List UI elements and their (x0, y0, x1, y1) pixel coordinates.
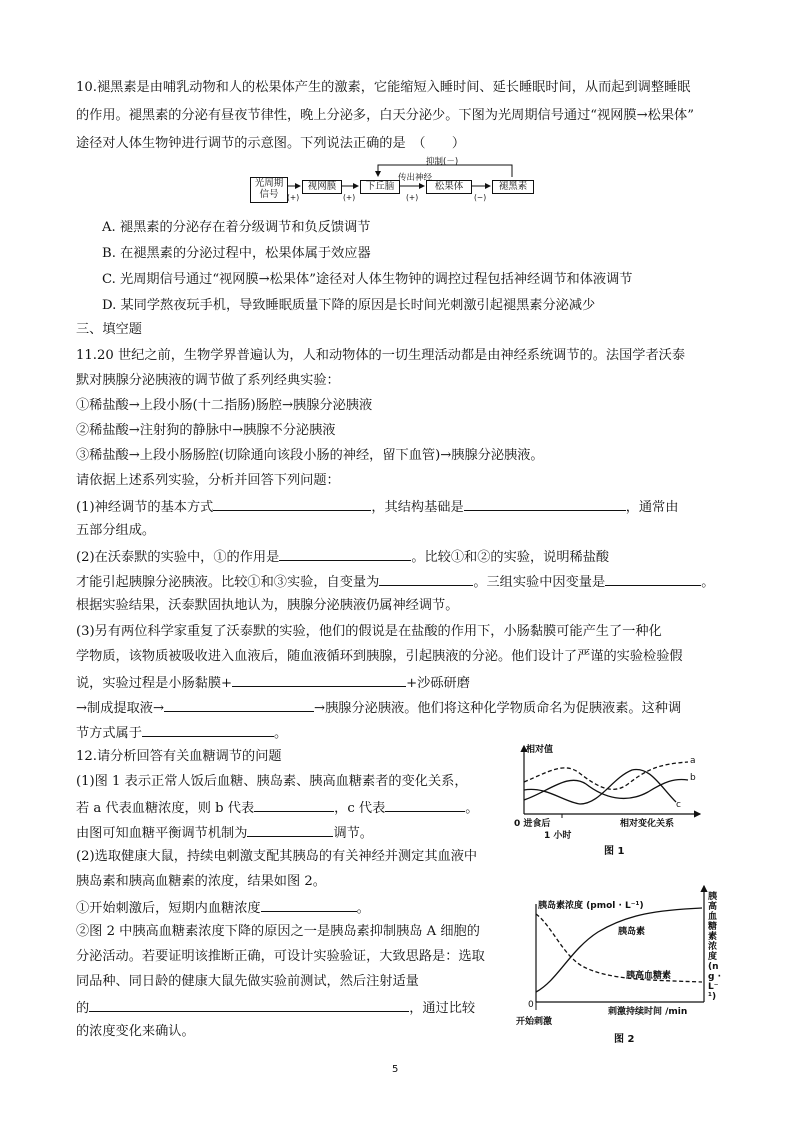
fig1-x-origin: 0 进食后 (514, 819, 551, 829)
q11-part2-line3: 根据实验结果，沃泰默固执地认为，胰腺分泌胰液仍属神经调节。 (76, 598, 459, 613)
fig1-curve-a (524, 762, 688, 789)
q11-part2-line1: (2)在沃泰默的实验中，①的作用是 。比较①和②的实验，说明稀盐酸 (76, 546, 609, 568)
q10-option-c: C. 光周期信号通过“视网膜→松果体”途径对人体生物钟的调控过程包括神经调节和体液调节 (102, 272, 633, 287)
q12-part2-line5: 分泌活动。若要证明该推断正确，可设计实验验证，大致思路是：选取 (76, 949, 485, 964)
fig2-right-ylabel: 胰高血糖素浓度 (ng · L⁻¹) (708, 892, 721, 1002)
q11-line2: 默对胰腺分泌胰液的调节做了系列经典实验： (76, 373, 340, 388)
answer-blank-8[interactable] (142, 722, 274, 737)
box-light-signal: 光周期信号 (250, 177, 288, 203)
answer-blank-3[interactable] (279, 546, 411, 561)
q12-part1-line2: 若 a 代表血糖浓度，则 b 代表 ，c 代表 。 (76, 797, 478, 819)
fig1-caption: 图 1 (604, 846, 625, 857)
answer-blank-2[interactable] (464, 496, 626, 511)
q12-part2-line6: 同品种、同日龄的健康大鼠先做实验前测试，然后注射适量 (76, 974, 419, 989)
label-inhibit: 抑制(－) (426, 157, 459, 167)
q11-part3-line2: 学物质，该物质被吸收进入血液后，随血液循环到胰腺，引起胰液的分泌。他们设计了严谨的实验检验假 (76, 649, 683, 664)
fig1-label-b: b (690, 773, 696, 783)
q11-experiment-2: ②稀盐酸→注射狗的静脉中→胰腺不分泌胰液 (76, 423, 336, 438)
q10-line3: 途径对人体生物钟进行调节的示意图。下列说法正确的是 （ ） (76, 136, 466, 151)
fig1-x-1h: 1 小时 (544, 831, 572, 841)
box-hypothalamus: 下丘脑 (360, 180, 400, 194)
q10-line2: 的作用。褪黑素的分泌有昼夜节律性，晚上分泌多，白天分泌少。下图为光周期信号通过“视网膜→松果体” (76, 108, 694, 123)
q12-part2-line7: 的 ，通过比较 (76, 997, 475, 1019)
q12-part2-line2: 胰岛素和胰高血糖素的浓度，结果如图 2。 (76, 874, 326, 889)
fig1-xlabel: 相对变化关系 (620, 819, 675, 829)
box-melatonin: 褪黑素 (492, 180, 534, 194)
fig1-label-a: a (690, 756, 696, 766)
section-heading: 三、填空题 (76, 322, 142, 337)
sign-2: (+) (343, 193, 356, 202)
q12-part2-line1: (2)选取健康大鼠，持续电刺激支配其胰岛的有关神经并测定其血液中 (76, 849, 478, 864)
answer-blank-12[interactable] (261, 897, 357, 912)
fig2-xlabel: 刺激持续时间 /min (608, 1007, 688, 1017)
q12-part2-line3: ①开始刺激后，短期内血糖浓度 。 (76, 897, 370, 919)
fig1-label-c: c (676, 800, 681, 810)
q11-experiment-3: ③稀盐酸→上段小肠肠腔(切除通向该段小肠的神经，留下血管)→胰腺分泌胰液。 (76, 448, 544, 463)
fig2-caption: 图 2 (614, 1034, 635, 1045)
q11-prompt: 请依据上述系列实验，分析并回答下列问题： (76, 473, 340, 488)
q10-diagram (250, 155, 550, 205)
fig2-start-label: 开始刺激 (516, 1017, 553, 1027)
figure-2 (508, 880, 728, 1060)
fig1-curve-c (524, 769, 676, 804)
sign-4: (−) (474, 193, 487, 202)
q12-title: 12.请分析回答有关血糖调节的问题 (76, 749, 282, 764)
box-pineal: 松果体 (426, 180, 472, 194)
q12-part2-line4: ②图 2 中胰高血糖素浓度下降的原因之一是胰岛素抑制胰岛 A 细胞的 (76, 924, 480, 939)
q12-part1-line1: (1)图 1 表示正常人饭后血糖、胰岛素、胰高血糖素者的变化关系， (76, 774, 468, 789)
fig2-ylabel: 胰岛素浓度 (pmol · L⁻¹) (538, 901, 644, 911)
q11-part2-line2: 才能引起胰腺分泌胰液。比较①和③实验，自变量为 。三组实验中因变量是 。 (76, 571, 714, 593)
answer-blank-13[interactable] (89, 997, 409, 1012)
q10-option-d: D. 某同学熬夜玩手机，导致睡眠质量下降的原因是长时间光刺激引起褪黑素分泌减少 (102, 298, 596, 313)
q11-part1: (1)神经调节的基本方式 ，其结构基础是 ，通常由 (76, 496, 678, 518)
sign-1: (+) (287, 193, 300, 202)
answer-blank-6[interactable] (232, 672, 406, 687)
q11-part3-line4: →制成提取液→ →胰腺分泌胰液。他们将这种化学物质命名为促胰液素。这种调 (76, 697, 681, 719)
label-efferent-nerve: 传出神经 (398, 173, 433, 183)
q10-option-a: A. 褪黑素的分泌存在着分级调节和负反馈调节 (102, 220, 371, 235)
figure-1 (508, 742, 718, 862)
answer-blank-7[interactable] (164, 697, 314, 712)
sign-3: (+) (406, 193, 419, 202)
answer-blank-5[interactable] (605, 571, 701, 586)
q12-part1-line3: 由图可知血糖平衡调节机制为 调节。 (76, 822, 373, 844)
q11-part3-line3: 说，实验过程是小肠黏膜+ +沙砾研磨 (76, 672, 470, 694)
answer-blank-4[interactable] (379, 571, 473, 586)
q11-part3-line5: 节方式属于 。 (76, 722, 287, 744)
q12-part2-line8: 的浓度变化来确认。 (76, 1024, 195, 1039)
q11-line1: 11.20 世纪之前，生物学界普遍认为，人和动物体的一切生理活动都是由神经系统调节的。法国学者沃泰 (76, 348, 686, 363)
answer-blank-10[interactable] (385, 797, 465, 812)
q11-part3-line1: (3)另有两位科学家重复了沃泰默的实验，他们的假说是在盐酸的作用下，小肠黏膜可能产生了一种化 (76, 624, 662, 639)
page-number: 5 (392, 1064, 399, 1075)
fig2-x-origin: 0 (528, 1000, 534, 1010)
q11-part1-end: 五部分组成。 (76, 523, 156, 538)
fig1-ylabel: 相对值 (526, 745, 554, 755)
fig2-label-glucagon: 胰高血糖素 (626, 971, 672, 981)
answer-blank-11[interactable] (247, 822, 333, 837)
box-retina: 视网膜 (302, 180, 342, 194)
answer-blank-1[interactable] (213, 496, 371, 511)
fig2-curve-insulin (536, 908, 702, 992)
q10-line1: 10.褪黑素是由哺乳动物和人的松果体产生的激素，它能缩短入睡时间、延长睡眠时间，从而起到调整睡眠 (76, 80, 691, 95)
fig2-label-insulin: 胰岛素 (618, 927, 646, 937)
answer-blank-9[interactable] (254, 797, 334, 812)
q11-experiment-1: ①稀盐酸→上段小肠(十二指肠)肠腔→胰腺分泌胰液 (76, 398, 373, 413)
q10-option-b: B. 在褪黑素的分泌过程中，松果体属于效应器 (102, 246, 371, 261)
